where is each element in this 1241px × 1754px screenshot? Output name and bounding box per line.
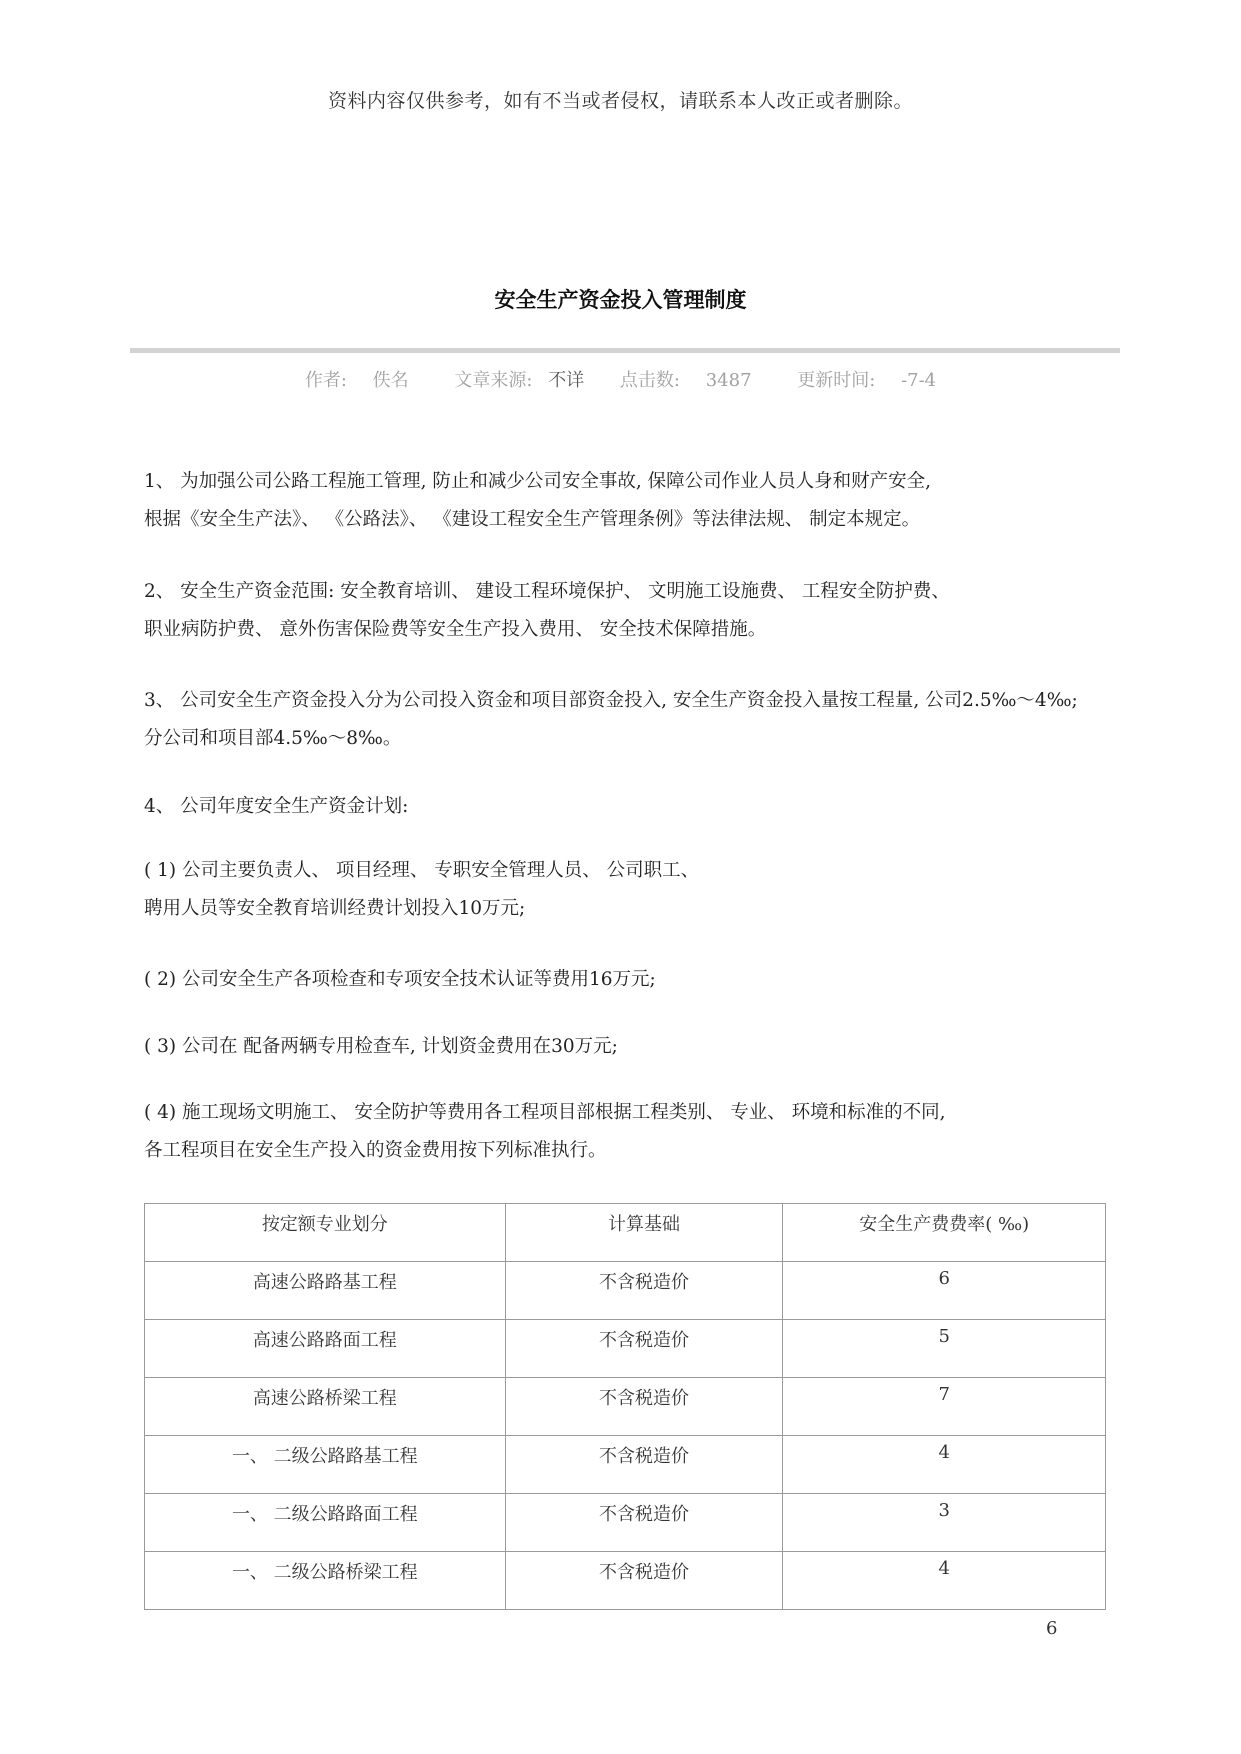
clicks-label: 点击数: — [619, 370, 686, 391]
table-cell: 一、 二级公路桥梁工程 — [145, 1552, 506, 1610]
table-row — [145, 1552, 1106, 1610]
updated-value: -7-4 — [901, 370, 937, 391]
table-cell: 不含税造价 — [505, 1494, 783, 1552]
paragraph-3 — [144, 682, 1104, 758]
table-cell: 一、 二级公路路面工程 — [145, 1494, 506, 1552]
table-header-cell: 计算基础 — [505, 1204, 783, 1262]
paragraph-line: 4、 公司年度安全生产资金计划: — [144, 796, 409, 817]
paragraph-line: ( 1) 公司主要负责人、 项目经理、 专职安全管理人员、 公司职工、 — [144, 860, 700, 881]
author-meta — [295, 370, 419, 391]
source-meta — [444, 370, 584, 391]
paragraph-5 — [144, 852, 1104, 928]
table-cell: 高速公路路基工程 — [145, 1262, 506, 1320]
document-title: 安全生产资金投入管理制度 — [494, 288, 747, 312]
table-header-row — [145, 1204, 1106, 1262]
table-cell: 不含税造价 — [505, 1320, 783, 1378]
table-cell: 5 — [783, 1320, 1106, 1378]
page-number: 6 — [1046, 1618, 1058, 1639]
author-value: 佚名 — [372, 370, 409, 391]
source-label: 文章来源: — [454, 370, 539, 391]
paragraph-line: 3、 公司安全生产资金投入分为公司投入资金和项目部资金投入, 安全生产资金投入量按工程量, 公司2.5‰～4‰; — [144, 690, 1078, 711]
table-cell: 4 — [783, 1436, 1106, 1494]
paragraph-8 — [144, 1094, 1104, 1170]
table-cell: 7 — [783, 1378, 1106, 1436]
paragraph-6 — [144, 961, 1104, 999]
table-row — [145, 1378, 1106, 1436]
table-header-cell: 按定额专业划分 — [145, 1204, 506, 1262]
table-cell: 3 — [783, 1494, 1106, 1552]
paragraph-line: 2、 安全生产资金范围: 安全教育培训、 建设工程环境保护、 文明施工设施费、 工程安全防护费、 — [144, 581, 950, 602]
disclaimer-note: 资料内容仅供参考，如有不当或者侵权，请联系本人改正或者删除。 — [327, 90, 913, 112]
table-header-cell: 安全生产费费率( ‰) — [783, 1204, 1106, 1262]
updated-label: 更新时间: — [797, 370, 882, 391]
table-cell: 一、 二级公路路基工程 — [145, 1436, 506, 1494]
table-cell: 6 — [783, 1262, 1106, 1320]
table-cell: 不含税造价 — [505, 1262, 783, 1320]
paragraph-line: 1、 为加强公司公路工程施工管理, 防止和减少公司安全事故, 保障公司作业人员人身和财产安全, — [144, 471, 932, 492]
table-cell: 高速公路路面工程 — [145, 1320, 506, 1378]
paragraph-7 — [144, 1028, 1104, 1066]
table-row — [145, 1320, 1106, 1378]
table-cell: 不含税造价 — [505, 1436, 783, 1494]
clicks-value: 3487 — [705, 370, 752, 391]
safety-fee-rate-table — [144, 1203, 1106, 1610]
table-cell: 高速公路桥梁工程 — [145, 1378, 506, 1436]
source-value: 不详 — [548, 370, 585, 391]
paragraph-line: 各工程项目在安全生产投入的资金费用按下列标准执行。 — [144, 1140, 607, 1161]
paragraph-1 — [144, 463, 1104, 539]
paragraph-2 — [144, 573, 1104, 649]
clicks-meta — [610, 370, 762, 391]
table-cell: 不含税造价 — [505, 1378, 783, 1436]
paragraph-line: ( 4) 施工现场文明施工、 安全防护等费用各工程项目部根据工程类别、 专业、 环境和标准的不同, — [144, 1102, 946, 1123]
table-cell: 不含税造价 — [505, 1552, 783, 1610]
paragraph-line: 聘用人员等安全教育培训经费计划投入10万元; — [144, 898, 526, 919]
paragraph-line: ( 2) 公司安全生产各项检查和专项安全技术认证等费用16万元; — [144, 969, 656, 990]
updated-meta — [787, 370, 946, 391]
table-row — [145, 1262, 1106, 1320]
article-meta — [0, 366, 1241, 392]
author-label: 作者: — [304, 370, 353, 391]
paragraph-4 — [144, 788, 1104, 826]
paragraph-line: 根据《安全生产法》、 《公路法》、 《建设工程安全生产管理条例》等法律法规、 制定本规定。 — [144, 509, 921, 530]
paragraph-line: 分公司和项目部4.5‰～8‰。 — [144, 728, 402, 749]
table-cell: 4 — [783, 1552, 1106, 1610]
paragraph-line: 职业病防护费、 意外伤害保险费等安全生产投入费用、 安全技术保障措施。 — [144, 619, 767, 640]
title-divider — [130, 348, 1120, 353]
paragraph-line: ( 3) 公司在 配备两辆专用检查车, 计划资金费用在30万元; — [144, 1036, 618, 1057]
table-row — [145, 1494, 1106, 1552]
table-row — [145, 1436, 1106, 1494]
